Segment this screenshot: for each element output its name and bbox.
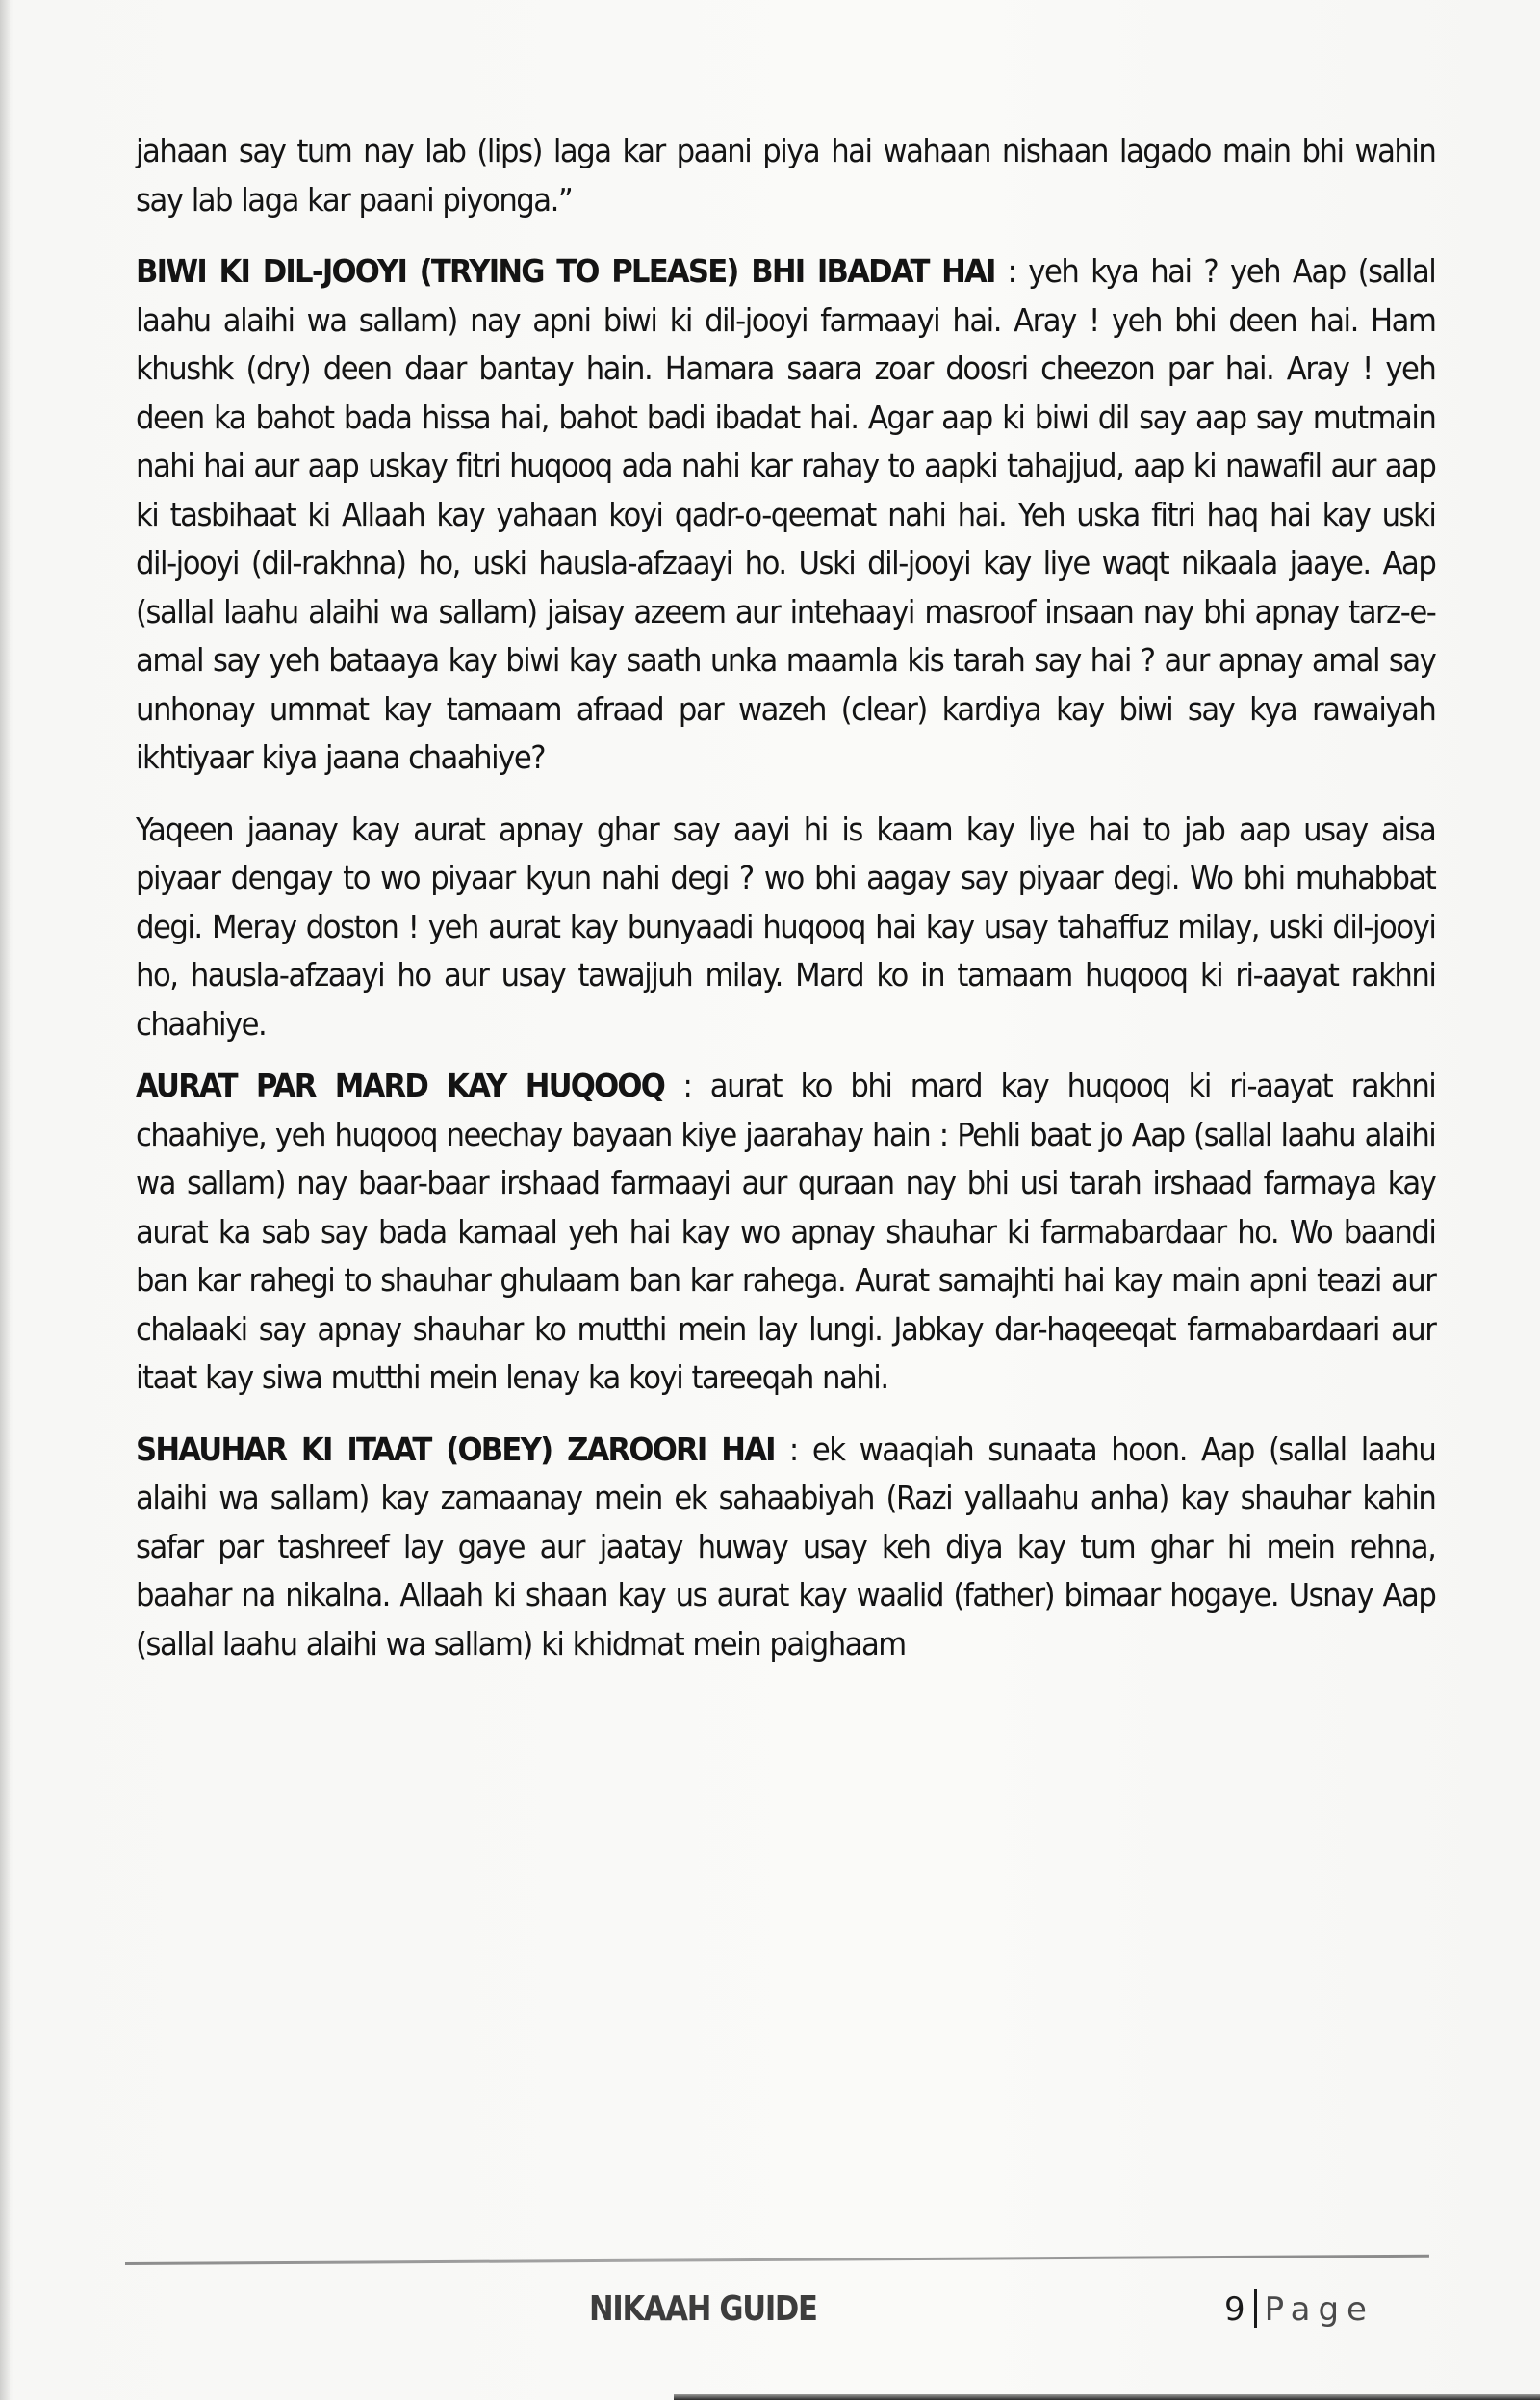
section-heading: SHAUHAR KI ITAAT (OBEY) ZAROORI HAI (136, 1430, 775, 1468)
paragraph-continuation (136, 127, 1435, 224)
page-number: 9 (1224, 2290, 1246, 2329)
footer-divider (125, 2255, 1429, 2265)
paragraph-yaqeen-jaanay (136, 806, 1435, 1049)
heading-separator: : (994, 252, 1029, 290)
paragraph-text: ek waaqiah sunaata hoon. Aap (sallal laahu alaihi wa sallam) kay zamaanay mein ek sahaabiyah (Razi yallaahu anha) kay shauhar kahin safar par tashreef lay gaye aur jaatay huway usay keh diya kay tum ghar hi mein rehna, baahar na nikalna. Allaah ki shaan kay us aurat kay waalid (father) bimaar hogaye. Usnay Aap (sallal laahu alaihi wa sallam) ki khidmat mein paighaam (136, 1430, 1436, 1663)
section-heading: BIWI KI DIL-JOOYI (TRYING TO PLEASE) BHI IBADAT HAI (136, 252, 995, 290)
paragraph-text: yeh kya hai ? yeh Aap (sallal laahu alaihi wa sallam) nay apni biwi ki dil-jooyi farmaayi hai. Aray ! yeh bhi deen hai. Ham khushk (dry) deen daar bantay hain. Hamara saara zoar doosri cheezon par hai. Aray ! yeh deen ka bahot bada hissa hai, bahot badi ibadat hai. Agar aap ki biwi dil say aap say mutmain nahi hai aur aap uskay fitri huqooq ada nahi kar rahay to aapki tahajjud, aap ki nawafil aur aap ki tasbihaat ki Allaah kay yahaan koyi qadr-o-qeemat nahi hai. Yeh uska fitri haq hai kay uski dil-jooyi (dil-rakhna) ho, uski hausla-afzaayi ho. Uski dil-jooyi kay liye waqt nikaala jaaye. Aap (sallal laahu alaihi wa sallam) jaisay azeem aur intehaayi masroof insaan nay bhi apnay tarz-e-amal say yeh bataaya kay biwi kay saath unka maamla kis tarah say hai ? aur apnay amal say unhonay ummat kay tamaam afraad par wazeh (clear) kardiya kay biwi say kya rawaiyah ikhtiyaar kiya jaana chaahiye? (136, 252, 1436, 776)
footer-book-title: NIKAAH GUIDE (589, 2289, 817, 2329)
heading-separator: : (664, 1067, 710, 1104)
paragraph-biwi-ki-dil-jooyi (136, 247, 1435, 783)
page-label: Page (1264, 2290, 1374, 2329)
section-heading: AURAT PAR MARD KAY HUQOOQ (136, 1067, 665, 1104)
paragraph-aurat-par-mard-kay-huqooq (136, 1062, 1435, 1403)
paragraph-shauhar-ki-itaat (136, 1426, 1435, 1669)
page-body (136, 127, 1435, 1668)
paragraph-text: jahaan say tum nay lab (lips) laga kar paani piya hai wahaan nishaan lagado main bhi wahin say lab laga kar paani piyonga.” (136, 132, 1436, 219)
page-separator-bar (1254, 2289, 1257, 2328)
paragraph-text: aurat ko bhi mard kay huqooq ki ri-aayat rakhni chaahiye, yeh huqooq neechay bayaan kiye jaarahay hain : Pehli baat jo Aap (sallal laahu alaihi wa sallam) nay baar-baar irshaad farmaayi aur quraan nay bhi usi tarah irshaad farmaya kay aurat ka sab say bada kamaal yeh hai kay wo apnay shauhar ki farmabardaar ho. Wo baandi ban kar rahegi to shauhar ghulaam ban kar rahega. Aurat samajhti hai kay main apni teazi aur chalaaki say apnay shauhar ko mutthi mein lay lungi. Jabkay dar-haqeeqat farmabardaari aur itaat kay siwa mutthi mein lenay ka koyi tareeqah nahi. (136, 1067, 1436, 1396)
page-bottom-shadow (674, 2394, 1540, 2400)
heading-separator: : (774, 1430, 812, 1468)
paragraph-text: Yaqeen jaanay kay aurat apnay ghar say aayi hi is kaam kay liye hai to jab aap usay aisa piyaar dengay to wo piyaar kyun nahi degi ? wo bhi aagay say piyaar degi. Wo bhi muhabbat degi. Meray doston ! yeh aurat kay bunyaadi huqooq hai kay usay tahaffuz milay, uski dil-jooyi ho, hausla-afzaayi ho aur usay tawajjuh milay. Mard ko in tamaam huqooq ki ri-aayat rakhni chaahiye. (136, 810, 1436, 1043)
page-binding-shadow (0, 0, 10, 2400)
footer-page-number (1224, 2289, 1374, 2329)
